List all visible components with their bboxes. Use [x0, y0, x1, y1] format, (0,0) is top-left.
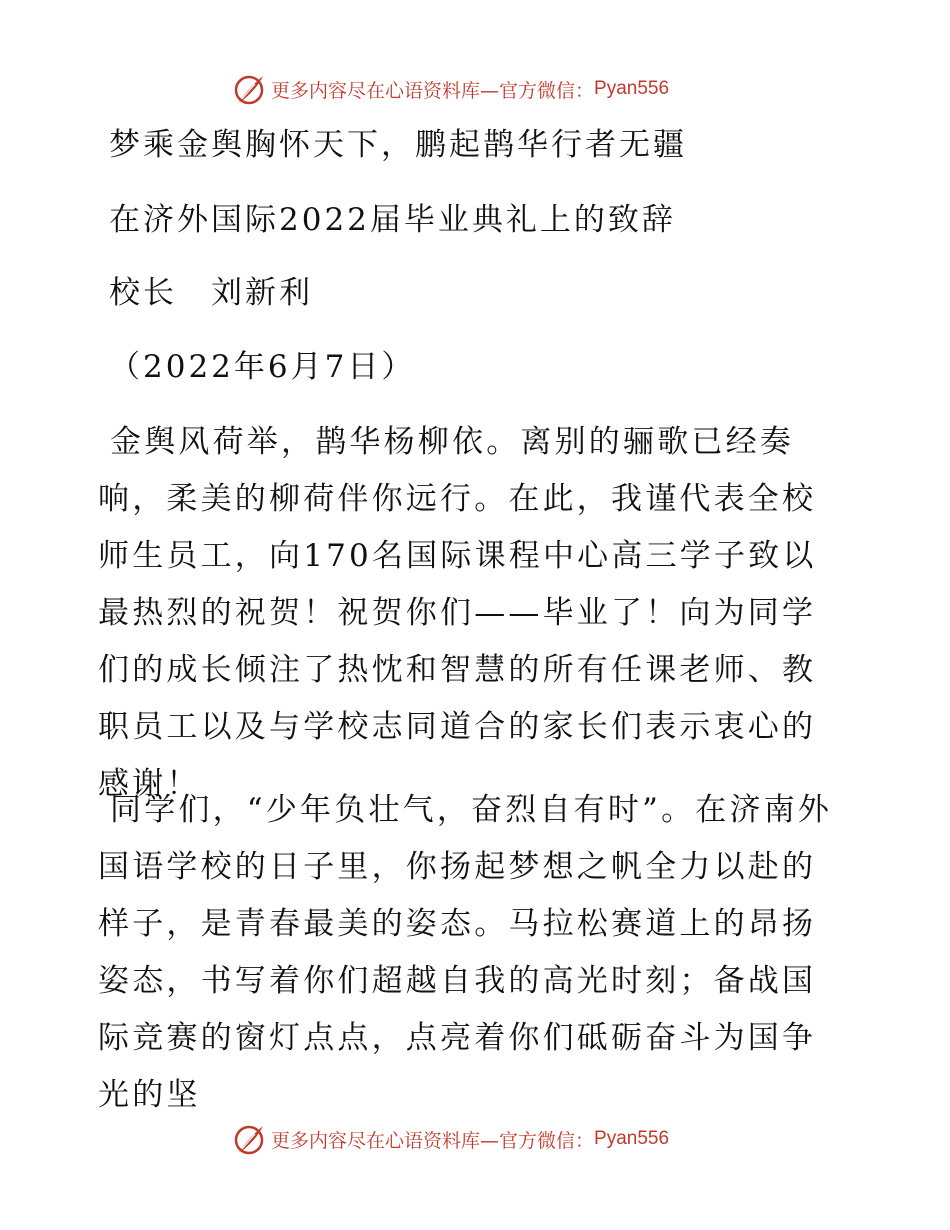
banner-text: 更多内容尽在心语资料库—官方微信： [271, 79, 595, 102]
document-subtitle: 在济外国际2022届毕业典礼上的致辞 [109, 202, 676, 238]
feather-pen-logo-icon [233, 72, 267, 106]
body-paragraph: 金舆风荷举，鹊华杨柳依。离别的骊歌已经奏响，柔美的柳荷伴你远行。在此，我谨代表全校师生员工，向170名国际课程中心高三学子致以最热烈的祝贺！祝贺你们——毕业了！向为同学们的成长倾注了热忱和智慧的所有任课老师、教职员工以及与学校志同道合的家长们表示衷心的感谢！ [98, 424, 817, 802]
date-line: （2022年6月7日） [109, 349, 416, 385]
banner-wechat-id: Pyan556 [594, 78, 670, 99]
banner-text: 更多内容尽在心语资料库—官方微信： [271, 1129, 595, 1152]
banner-wechat-id: Pyan556 [594, 1128, 670, 1149]
watermark-banner-bottom [233, 1122, 669, 1156]
body-paragraph: 同学们，“少年负壮气，奋烈自有时”。在济南外国语学校的日子里，你扬起梦想之帆全力以赴的样子，是青春最美的姿态。马拉松赛道上的昂扬姿态，书写着你们超越自我的高光时刻；备战国际竞赛的窗灯点点，点亮着你们砥砺奋斗为国争光的坚 [98, 792, 833, 1113]
feather-pen-logo-icon [233, 1122, 267, 1156]
author-line: 校长 刘新利 [109, 275, 313, 311]
document-title: 梦乘金舆胸怀天下，鹏起鹊华行者无疆 [109, 127, 687, 163]
watermark-banner-top [233, 72, 669, 106]
